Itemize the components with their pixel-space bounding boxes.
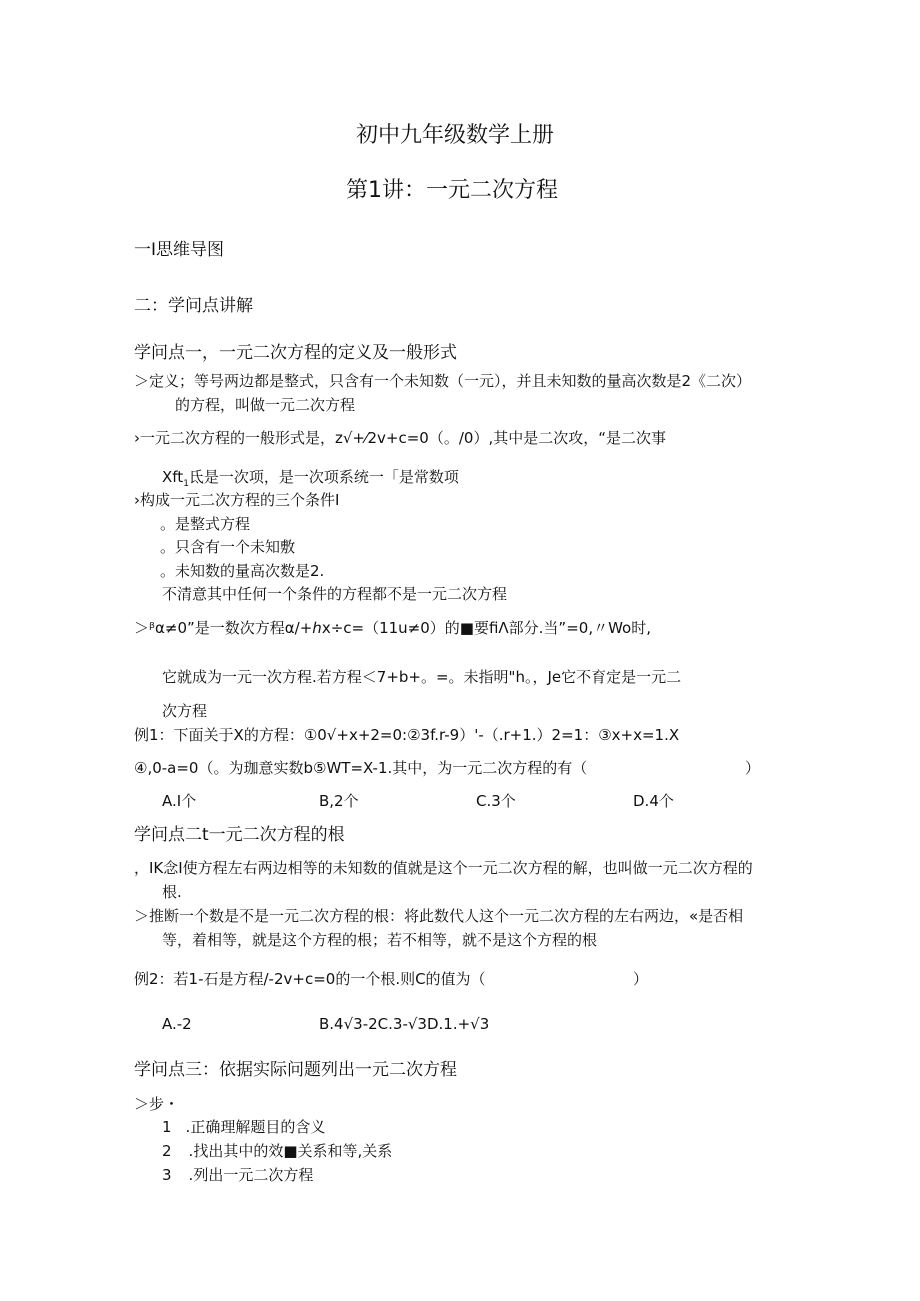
kp2-concept-line1: ，IK念I使方程左右两边相等的未知数的值就是这个一元二次方程的解，也叫做一元二次方程的 bbox=[134, 859, 753, 877]
kp1-general-form-line1: ›一元二次方程的一般形式是，z√+⁄2v+c=0（。/0）,其中是二次攻，“是二次事 bbox=[134, 429, 666, 447]
kp1-note-line2: 它就成为一元一次方程.若方程＜7+b+。=。未指明"h。，Je它不育定是一元二 bbox=[162, 668, 682, 686]
lecture-title: 第1讲：一元二次方程 bbox=[346, 178, 558, 203]
kp1-general-form-prefix: Xft bbox=[162, 468, 184, 486]
step-text: .正确理解题目的含义 bbox=[185, 1118, 326, 1136]
kp3-heading: 学问点三：依据实际问题列出一元二次方程 bbox=[134, 1060, 457, 1080]
kp1-conditions-note: 不清意其中任何一个条件的方程都不是一元二次方程 bbox=[162, 585, 508, 603]
kp3-steps-heading: ＞步・ bbox=[134, 1095, 180, 1113]
section-knowledge-points: 二：学问点讲解 bbox=[134, 296, 253, 316]
kp1-general-form-subscript: 1 bbox=[183, 479, 189, 489]
kp1-condition-2: 。只含有一个未知敷 bbox=[160, 538, 296, 556]
step-text: .列出一元二次方程 bbox=[188, 1166, 314, 1184]
kp1-note-line3: 次方程 bbox=[162, 702, 208, 720]
step-number: 3 bbox=[162, 1166, 172, 1184]
kp1-condition-3: 。未知数的量高次数是2. bbox=[160, 562, 325, 580]
example1-option-b: B,2个 bbox=[319, 792, 359, 810]
step-number: 2 bbox=[162, 1142, 172, 1160]
kp1-definition-line2: 的方程，叫做一元二次方程 bbox=[175, 396, 356, 414]
kp1-note-line1: ＞ᵝα≠0”是一数次方程α/+ℎx÷c=（11u≠0）的■要fiΛ部分.当”=0,〃Wo时, bbox=[134, 619, 651, 637]
example2-line: 例2：若1-石是方程/-2v+c=0的一个根.则C的值为（ bbox=[134, 970, 486, 988]
example1-line1: 例1：下面关于X的方程：①0√+x+2=0:②3f.r-9）'-（.r+1.）2=1：③x+x=1.X bbox=[134, 726, 680, 744]
kp2-concept-line2: 根. bbox=[162, 883, 182, 901]
example1-option-a: A.I个 bbox=[162, 792, 197, 810]
kp2-judge-line1: ＞推断一个数是不是一元二次方程的根：将此数代人这个一元二次方程的左右两边，«是否相 bbox=[134, 907, 744, 925]
kp1-condition-1: 。是整式方程 bbox=[160, 515, 251, 533]
step-number: 1 bbox=[162, 1118, 172, 1136]
kp3-step-3 bbox=[162, 1165, 313, 1185]
section-mind-map: 一I思维导图 bbox=[134, 240, 225, 260]
example1-answer-paren: ） bbox=[745, 759, 761, 777]
kp1-heading: 学问点一，一元二次方程的定义及一般形式 bbox=[134, 343, 457, 363]
kp2-judge-line2: 等，着相等，就是这个方程的根；若不相等，就不是这个方程的根 bbox=[162, 931, 598, 949]
example1-option-c: C.3个 bbox=[476, 792, 516, 810]
kp1-definition-line1: ＞定义；等号两边都是整式，只含有一个未知数（一元），并且未知数的量高次数是2《二次） bbox=[134, 372, 752, 390]
example2-options-bcd: B.4√3-2C.3-√3D.1.+√3 bbox=[319, 1015, 490, 1033]
example1-option-d: D.4个 bbox=[633, 792, 674, 810]
step-text: .找出其中的效■关系和等,关系 bbox=[188, 1142, 393, 1160]
kp3-step-1 bbox=[162, 1117, 325, 1137]
page-title: 初中九年级数学上册 bbox=[356, 123, 555, 148]
example1-line2: ④,0-a=0（。为珈意实数b⑤WT=X-1.其中，为一元二次方程的有（ bbox=[134, 759, 588, 777]
example2-option-a: A.-2 bbox=[162, 1015, 192, 1033]
kp3-step-2 bbox=[162, 1141, 392, 1161]
kp1-general-form-suffix: 氐是一次项，是一次项系统一「是常数项 bbox=[188, 468, 459, 486]
kp2-heading: 学问点二t一元二次方程的根 bbox=[134, 825, 345, 845]
kp1-conditions-heading: ›构成一元二次方程的三个条件I bbox=[134, 491, 340, 509]
example2-answer-paren: ） bbox=[633, 970, 649, 988]
